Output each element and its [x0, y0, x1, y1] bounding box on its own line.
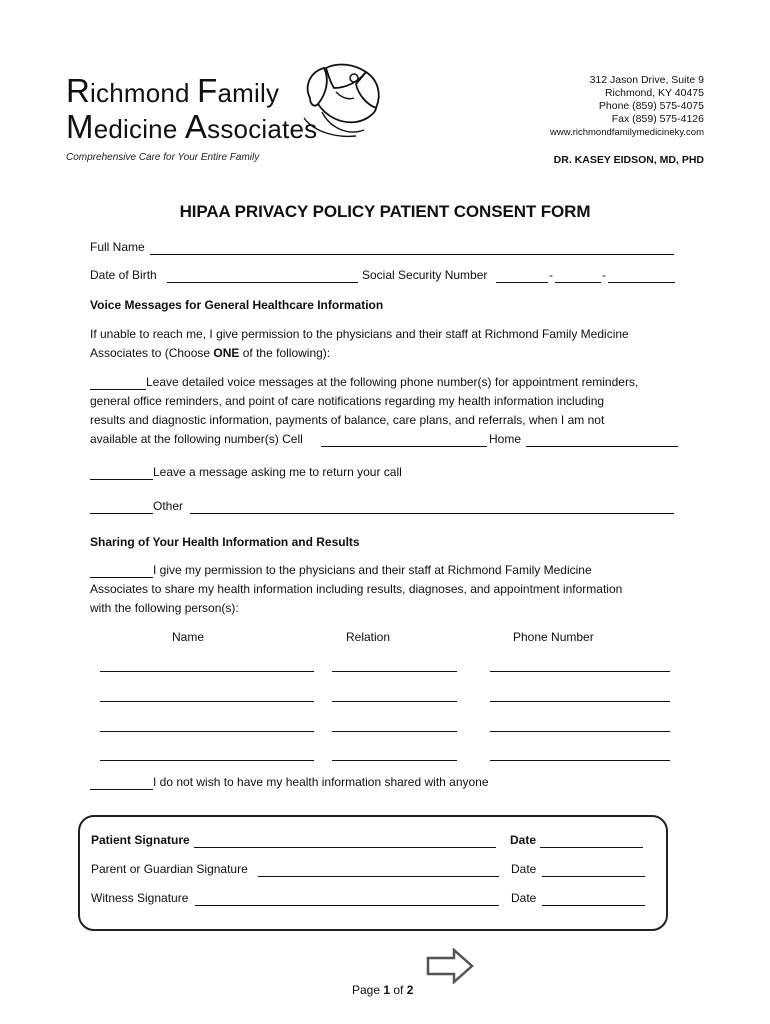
address-line-1: 312 Jason Drive, Suite 9 — [589, 74, 704, 86]
no-share-checkline[interactable] — [90, 789, 153, 790]
next-page-arrow-icon[interactable] — [426, 948, 474, 984]
share-line1: I give my permission to the physicians and their staff at Richmond Family Medicine — [153, 563, 592, 577]
voice-intro-line2: Associates to (Choose ONE of the following): — [90, 346, 331, 360]
share-line2: Associates to share my health information including results, diagnoses, and appointment information — [90, 582, 623, 596]
patient-date-label: Date — [510, 833, 537, 847]
option-return-call: Leave a message asking me to return your call — [153, 465, 402, 479]
person-3-relation-field[interactable] — [332, 731, 457, 732]
ssn-field-part1[interactable] — [496, 282, 548, 283]
person-2-relation-field[interactable] — [332, 701, 457, 702]
witness-signature-field[interactable] — [195, 905, 499, 906]
option-other: Other — [153, 499, 184, 513]
fax-number: Fax (859) 575-4126 — [611, 113, 704, 125]
other-field[interactable] — [190, 513, 674, 514]
witness-signature-label: Witness Signature — [91, 891, 189, 905]
person-3-phone-field[interactable] — [490, 731, 670, 732]
option-detailed-line1: Leave detailed voice messages at the following phone number(s) for appointment reminders, — [146, 375, 639, 389]
guardian-date-field[interactable] — [542, 876, 645, 877]
patient-date-field[interactable] — [540, 847, 643, 848]
option-other-checkline[interactable] — [90, 513, 153, 514]
website-link[interactable]: www.richmondfamilymedicineky.com — [550, 127, 704, 138]
person-4-name-field[interactable] — [100, 760, 314, 761]
witness-date-field[interactable] — [542, 905, 645, 906]
cell-number-field[interactable] — [321, 446, 487, 447]
ssn-dash-1: - — [549, 268, 553, 282]
practice-tagline: Comprehensive Care for Your Entire Family — [66, 152, 260, 163]
share-permission-checkline[interactable] — [90, 577, 153, 578]
no-share-option: I do not wish to have my health information shared with anyone — [153, 775, 489, 789]
guardian-signature-field[interactable] — [258, 876, 499, 877]
page-indicator: Page 1 of 2 — [352, 983, 414, 997]
option-detailed-line4-cell: available at the following number(s) Cell — [90, 432, 303, 446]
dob-field[interactable] — [167, 282, 358, 283]
ssn-field-part2[interactable] — [555, 282, 601, 283]
column-header-phone: Phone Number — [513, 630, 594, 644]
patient-signature-field[interactable] — [194, 847, 496, 848]
doctor-name: DR. KASEY EIDSON, MD, PHD — [553, 154, 704, 166]
option-detailed-messages-checkline[interactable] — [90, 389, 146, 390]
address-line-2: Richmond, KY 40475 — [604, 87, 704, 99]
witness-date-label: Date — [511, 891, 537, 905]
ssn-field-part3[interactable] — [608, 282, 675, 283]
person-4-phone-field[interactable] — [490, 760, 670, 761]
option-detailed-line4-home: Home — [489, 432, 522, 446]
ssn-dash-2: - — [602, 268, 606, 282]
person-3-name-field[interactable] — [100, 731, 314, 732]
person-1-relation-field[interactable] — [332, 671, 457, 672]
column-header-relation: Relation — [346, 630, 391, 644]
phone-number: Phone (859) 575-4075 — [598, 100, 704, 112]
option-detailed-line2: general office reminders, and point of care notifications regarding my health information including — [90, 394, 605, 408]
person-4-relation-field[interactable] — [332, 760, 457, 761]
share-line3: with the following person(s): — [90, 601, 239, 615]
patient-signature-label: Patient Signature — [91, 833, 190, 847]
option-return-call-checkline[interactable] — [90, 479, 153, 480]
form-title: HIPAA PRIVACY POLICY PATIENT CONSENT FORM — [179, 202, 591, 221]
column-header-name: Name — [172, 630, 205, 644]
person-2-phone-field[interactable] — [490, 701, 670, 702]
dob-label: Date of Birth — [90, 268, 157, 282]
option-detailed-line3: results and diagnostic information, payments of balance, care plans, and referrals, when I am not — [90, 413, 605, 427]
practice-name-line1: Richmond Family — [66, 72, 280, 109]
guardian-date-label: Date — [511, 862, 537, 876]
full-name-field[interactable] — [150, 254, 674, 255]
guardian-signature-label: Parent or Guardian Signature — [91, 862, 248, 876]
practice-logo-icon — [296, 58, 388, 140]
person-2-name-field[interactable] — [100, 701, 314, 702]
person-1-name-field[interactable] — [100, 671, 314, 672]
practice-address — [484, 74, 704, 139]
voice-messages-heading: Voice Messages for General Healthcare Information — [90, 298, 384, 312]
voice-intro-line1: If unable to reach me, I give permission to the physicians and their staff at Richmond Family Medicine — [90, 327, 629, 341]
home-number-field[interactable] — [526, 446, 678, 447]
practice-name-line2: Medicine Associates — [66, 108, 318, 145]
person-1-phone-field[interactable] — [490, 671, 670, 672]
sharing-heading: Sharing of Your Health Information and Results — [90, 535, 360, 549]
ssn-label: Social Security Number — [362, 268, 488, 282]
full-name-label: Full Name — [90, 240, 145, 254]
